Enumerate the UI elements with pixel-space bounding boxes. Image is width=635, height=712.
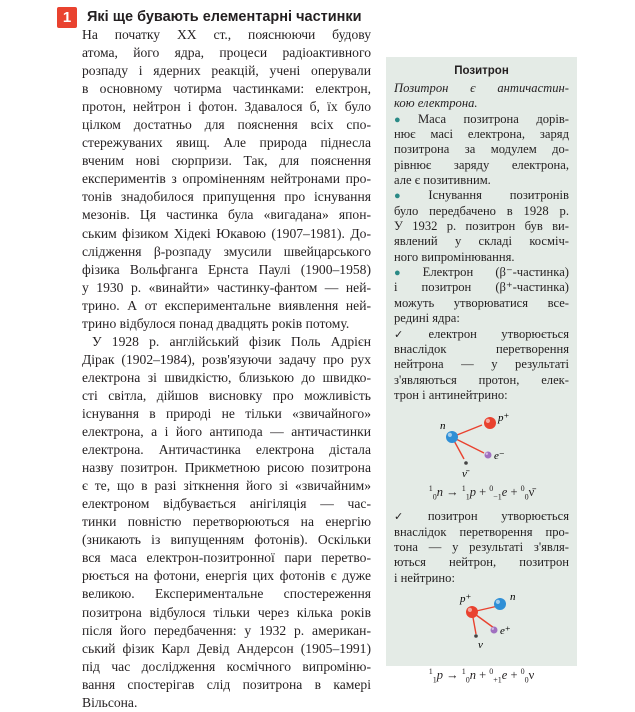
bullet-icon: ● bbox=[394, 113, 415, 126]
paragraph-line: стережуваних явищ. Але природа піднесла bbox=[82, 135, 371, 151]
paragraph-line: у 1930 р. «винайти» частинку-фантом — ней- bbox=[82, 279, 371, 295]
svg-text:e⁻: e⁻ bbox=[494, 450, 505, 463]
bullet-icon: ● bbox=[394, 267, 420, 280]
paragraph-line: У 1928 р. англійський фізик Поль Адрієн bbox=[92, 333, 371, 349]
bullet3-text: Електрон (β⁻-частинка) bbox=[422, 265, 569, 280]
paragraph-line: експериментів з опроміненням нейтронами про- bbox=[82, 171, 371, 187]
check2-line: ються нейтрон, позитрон bbox=[394, 555, 569, 570]
paragraph-line: тонів знадобилося припущення про існування bbox=[82, 189, 371, 205]
check1-line: трон і антинейтрино: bbox=[394, 387, 508, 402]
paragraph-line: слідження β-розпаду змусили швейцарського bbox=[82, 243, 371, 259]
check1-line: з'являються протон, елек- bbox=[394, 372, 569, 387]
paragraph-line: електрона, а і його антипода — античастинки bbox=[82, 424, 371, 440]
proton-decay-diagram bbox=[394, 586, 569, 666]
check1-line: нейтрона — у результаті bbox=[394, 357, 569, 372]
paragraph-line: На початку XX ст., пояснюючи будову bbox=[82, 27, 371, 42]
svg-text:ν̄: ν̄ bbox=[462, 468, 467, 481]
paragraph-line: (зникають із випущенням фотонів). Оскільки bbox=[82, 532, 371, 548]
bullet1-line: позитрона за модулем до- bbox=[394, 142, 569, 157]
positron-sidebar bbox=[386, 57, 577, 685]
check1-text: електрон утворюється bbox=[428, 326, 569, 341]
check2-line: внаслідок перетворення про- bbox=[394, 524, 569, 539]
svg-text:n: n bbox=[440, 420, 446, 433]
section-number-badge: 1 bbox=[57, 7, 77, 28]
bullet-icon: ● bbox=[394, 190, 426, 203]
check1-line: внаслідок перетворення bbox=[394, 341, 569, 356]
proton-decay-illustration bbox=[394, 586, 569, 666]
svg-text:p⁺: p⁺ bbox=[460, 592, 472, 605]
bullet1-line: рівнює заряду електрона, bbox=[394, 157, 569, 172]
paragraph-line: після його передбачення: у 1932 р. американ- bbox=[82, 622, 371, 638]
bullet3-line: можуть утворюватися все- bbox=[394, 295, 569, 310]
paragraph-line: позитрона відбулося тільки через кілька років bbox=[82, 604, 371, 620]
bullet3-line bbox=[394, 265, 569, 280]
paragraph-line: існування в природі не тільки «звичайного» bbox=[82, 405, 371, 421]
check2-line: тона — у результаті з'явля- bbox=[394, 539, 569, 554]
bullet1-line bbox=[394, 112, 569, 127]
svg-text:ν: ν bbox=[478, 638, 483, 651]
check2-text: позитрон утворюється bbox=[427, 509, 569, 524]
paragraph-line: тинки повністю перетворюються на енергію bbox=[82, 514, 371, 530]
proton-decay-formula: $^1_1$p → $^1_0$n + $^0_{+1}$e + $^0_0$ν bbox=[428, 666, 535, 685]
paragraph-line: під час дослідження космічного випроміню- bbox=[82, 658, 371, 674]
neutron-decay-diagram bbox=[394, 403, 569, 483]
section-title: Які ще бувають елементарні частинки bbox=[87, 9, 362, 25]
paragraph-line: вся маса електрон-позитронної пари перетво- bbox=[82, 550, 371, 566]
paragraph-line: великою. Експериментальне спостереження bbox=[82, 586, 371, 602]
paragraph-line: мезонів. Ця частинка була «вигадана» япон- bbox=[82, 207, 371, 223]
paragraph-line: цілком достатньо для пояснення всіх спо- bbox=[82, 117, 371, 133]
paragraph-line: розпаду і ядерних реакцій, учені оперували bbox=[82, 63, 371, 79]
paragraph-line: рюється на фотони, енергія цих фотонів є дуже bbox=[82, 568, 371, 584]
paragraph-line: електрона зі швидкістю, близькою до швидко- bbox=[82, 369, 371, 385]
svg-text:n: n bbox=[510, 590, 516, 603]
neutron-decay-formula: $^1_0$n → $^1_1$p + $^0_{-1}$e + $^0_0$ν̄ bbox=[428, 484, 535, 502]
bullet3-line: редині ядра: bbox=[394, 311, 460, 326]
paragraph-line: вченим нові сюрпризи. Так, для пояснення bbox=[82, 153, 371, 169]
check1-line bbox=[394, 327, 569, 342]
checkmark-icon: ✓ bbox=[394, 511, 424, 524]
paragraph-line: електроном відбувається анігіляція — час- bbox=[82, 496, 371, 512]
intro-line: Позитрон є античастин- bbox=[394, 81, 569, 95]
bullet2-line: явлений у складі косміч- bbox=[394, 234, 569, 249]
paragraph-line: фізика Вольфганга Ернста Паулі (1900–1958) bbox=[82, 261, 371, 277]
paragraph-line: сті світла, дійшов висновку про можливість bbox=[82, 387, 371, 403]
section-heading bbox=[57, 6, 362, 28]
paragraph-line: електрона. Античастинка електрона дістала bbox=[82, 442, 371, 458]
bullet1-text: Маса позитрона дорів- bbox=[417, 111, 569, 126]
paragraph-line: вання спостерігав слід позитрона в камері bbox=[82, 676, 371, 692]
neutron-decay-illustration bbox=[394, 403, 569, 483]
paragraph-line: трино. А от експериментальне виявлення ней- bbox=[82, 297, 371, 313]
bullet1-line: нює масі електрона, заряд bbox=[394, 127, 569, 142]
bullet1-line: але є позитивним. bbox=[394, 173, 491, 188]
paragraph-line: атома, його ядра, процеси радіоактивного bbox=[82, 45, 371, 61]
paragraph-line: Дірак (1902–1984), розв'язуючи задачу про рух bbox=[82, 351, 371, 367]
check2-line: і нейтрино: bbox=[394, 570, 455, 585]
main-text-column bbox=[82, 26, 371, 712]
paragraph-line: в основному чотирма частинками: електрон, bbox=[82, 81, 371, 97]
bullet2-line: У 1932 р. позитрон був ви- bbox=[394, 219, 569, 234]
paragraph-line: ський фізик Карл Девід Андерсон (1905–1991) bbox=[82, 640, 371, 656]
sidebar-title: Позитрон bbox=[454, 65, 509, 77]
paragraph-line: протон, нейтрон і фотон. Здавалося б, їх було bbox=[82, 99, 371, 115]
bullet2-text: Існування позитронів bbox=[428, 188, 569, 203]
paragraph-line: Вільсона. bbox=[82, 694, 138, 710]
svg-text:p⁺: p⁺ bbox=[498, 412, 510, 425]
bullet2-line bbox=[394, 188, 569, 203]
paragraph-line: є те, що в разі зіткнення його зі «звичайним» bbox=[82, 478, 371, 494]
checkmark-icon: ✓ bbox=[394, 328, 425, 341]
check2-line bbox=[394, 509, 569, 524]
bullet3-line: і позитрон (β⁺-частинка) bbox=[394, 280, 569, 295]
paragraph-line: трино відбулося понад двадцять років потому. bbox=[82, 315, 350, 331]
svg-text:e⁺: e⁺ bbox=[500, 624, 511, 637]
intro-line: кою електрона. bbox=[394, 96, 478, 111]
sidebar-body bbox=[386, 81, 577, 684]
bullet2-line: ного випромінювання. bbox=[394, 249, 515, 264]
paragraph-line: назву позитрон. Прикметною рисою позитрона bbox=[82, 460, 371, 476]
paragraph-line: ським фізиком Хідекі Юкавою (1907–1981). До- bbox=[82, 225, 371, 241]
bullet2-line: було передбачено в 1928 р. bbox=[394, 203, 569, 218]
